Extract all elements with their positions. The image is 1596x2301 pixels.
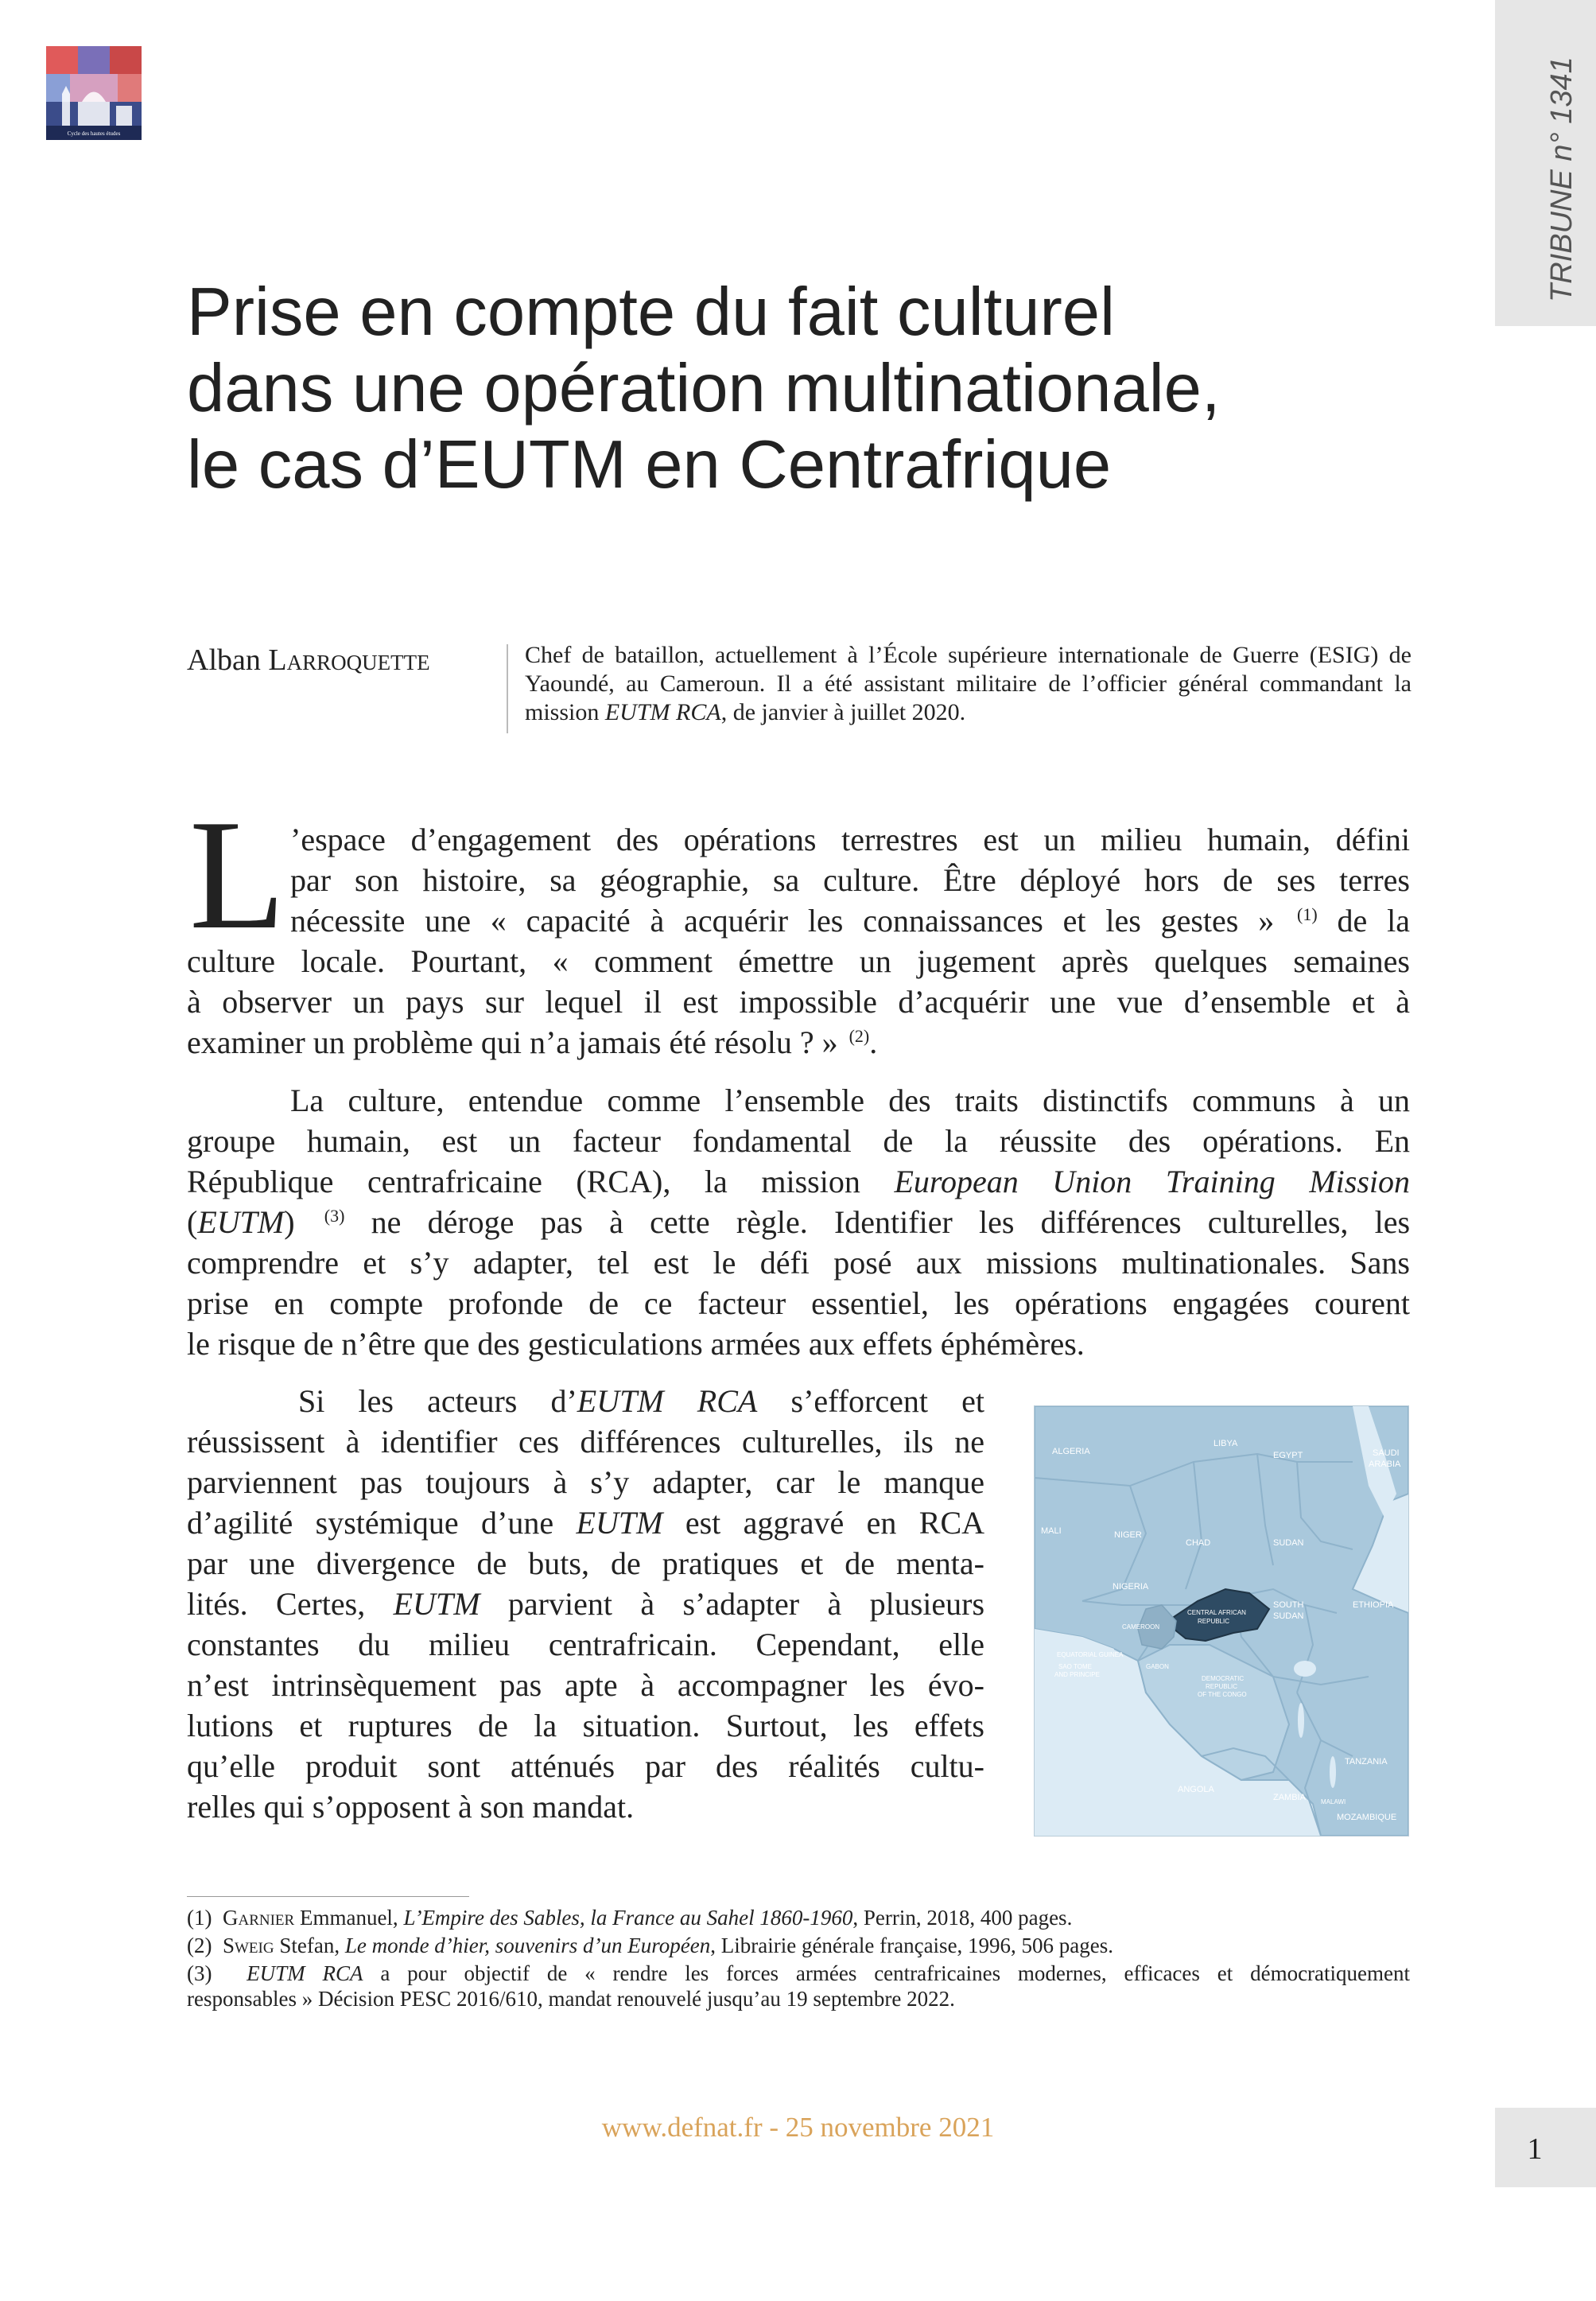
map-label: CHAD [1186, 1538, 1211, 1548]
map-label: OF THE CONGO [1198, 1691, 1247, 1698]
text-line: (EUTM) $^{(3)}$ ne déroge pas à cette règle. Identifier les différences culturelles, les [187, 1204, 1411, 1240]
map-label: DEMOCRATIC [1202, 1675, 1245, 1682]
page-title [187, 274, 1427, 503]
text-line: ’espace d’engagement des opérations terrestres est un milieu humain, défini [290, 822, 1410, 857]
map-label: NIGER [1114, 1530, 1142, 1540]
paragraph-3 [187, 1381, 984, 1827]
text-line: groupe humain, est un facteur fondamental de la réussite des opérations. En [187, 1123, 1410, 1159]
paragraph-1 [187, 819, 1410, 1063]
page-number: 1 [1527, 2132, 1543, 2166]
map-label: NIGERIA [1113, 1582, 1149, 1592]
map-label: REPUBLIC [1198, 1618, 1230, 1625]
map-label: SUDAN [1273, 1538, 1304, 1548]
text-line: prise en compte profonde de ce facteur essentiel, les opérations engagées courent [187, 1285, 1410, 1321]
map-label: CENTRAL AFRICAN [1187, 1609, 1246, 1616]
text-line: République centrafricaine (RCA), la mission European Union Training Mission [187, 1164, 1410, 1199]
text-line: examiner un problème qui n’a jamais été résolu ? » $^{(2)}$. [187, 1024, 878, 1060]
map-label: MALI [1041, 1526, 1062, 1536]
author-bio [525, 641, 1412, 727]
author-separator [507, 644, 508, 733]
text-line: qu’elle produit sont atténués par des réalités cultu- [187, 1748, 984, 1784]
text-line: réussissent à identifier ces différences culturelles, ils ne [187, 1424, 984, 1460]
logo-caption: Cycle des hautes études [67, 130, 121, 137]
map-label: ARABIA [1369, 1460, 1401, 1469]
map-label: GABON [1146, 1663, 1169, 1670]
map-label: SAO TOME [1058, 1663, 1092, 1670]
map-label: SUDAN [1273, 1611, 1304, 1621]
footnote: (1) Garnier Emmanuel, L’Empire des Sables, la France au Sahel 1860-1960, Perrin, 2018, 400 pages. [187, 1906, 1073, 1930]
title-line: dans une opération multinationale, [187, 351, 1221, 426]
tribune-label: TRIBUNE n° 1341 [1545, 56, 1579, 302]
footnote: (2) Sweig Stefan, Le monde d’hier, souvenirs d’un Européen, Librairie générale française, 1996, 506 pages. [187, 1934, 1114, 1957]
logo [46, 46, 142, 140]
footnote-ref[interactable]: (3) [324, 1205, 345, 1226]
author-bio-line: Yaoundé, au Cameroun. Il a été assistant militaire de l’officier général commandant la [525, 670, 1412, 697]
footnote-ref[interactable]: (1) [1297, 904, 1318, 924]
footnotes [187, 1903, 1410, 2011]
text-line: comprendre et s’y adapter, tel est le défi posé aux missions multinationales. Sans [187, 1245, 1410, 1281]
dropcap: L [189, 787, 285, 962]
map-label: CAMEROON [1122, 1623, 1160, 1631]
map-label: ETHIOPIA [1353, 1600, 1394, 1610]
author-name: Alban Larroquette [187, 643, 430, 677]
map-label: MOZAMBIQUE [1337, 1813, 1397, 1822]
paragraph-2 [187, 1080, 1410, 1364]
map-label: LIBYA [1214, 1439, 1238, 1448]
title-line: le cas d’EUTM en Centrafrique [187, 427, 1112, 503]
text-line: constantes du milieu centrafricain. Cependant, elle [187, 1627, 984, 1662]
text-line: n’est intrinsèquement pas apte à accompagner les évo- [187, 1667, 984, 1703]
footnote: (3) EUTM RCA a pour objectif de « rendre les forces armées centrafricaines modernes, efficaces et démocratiquement responsables » Décision PESC 2016/610, mandat renouvelé jusqu’au 19 septembre 2022. [187, 1961, 1410, 2011]
author-bio-line: Chef de bataillon, actuellement à l’École supérieure internationale de Guerre (ESIG) de [525, 642, 1412, 668]
footnote-ref[interactable]: (2) [848, 1025, 870, 1046]
map-label: REPUBLIC [1206, 1683, 1238, 1690]
map-label: ANGOLA [1178, 1785, 1214, 1794]
text-line: culture locale. Pourtant, « comment émettre un jugement après quelques semaines [187, 943, 1410, 979]
map-label: EQUATORIAL GUINEA [1057, 1651, 1124, 1658]
map-label: AND PRINCIPE [1054, 1671, 1100, 1678]
title-line: Prise en compte du fait culturel [187, 274, 1115, 350]
map-label: SOUTH [1273, 1600, 1304, 1610]
text-line: par son histoire, sa géographie, sa culture. Être déployé hors de ses terres [290, 862, 1410, 898]
map-label: EGYPT [1273, 1451, 1303, 1460]
map-label: ZAMBIA [1273, 1793, 1306, 1802]
text-line: lités. Certes, EUTM parvient à s’adapter à plusieurs [187, 1586, 985, 1622]
text-line: d’agilité systémique d’une EUTM est aggravé en RCA [187, 1505, 985, 1541]
text-line: parviennent pas toujours à s’y adapter, car le manque [187, 1464, 984, 1500]
footnote-rule [187, 1896, 469, 1897]
text-line: lutions et ruptures de la situation. Surtout, les effets [187, 1708, 984, 1743]
author-bio-line: mission EUTM RCA, de janvier à juillet 2020. [525, 699, 966, 725]
map-label: MALAWI [1321, 1798, 1346, 1805]
text-line: le risque de n’être que des gesticulations armées aux effets éphémères. [187, 1326, 1085, 1362]
footer-link[interactable]: www.defnat.fr - 25 novembre 2021 [601, 2112, 995, 2143]
text-line: La culture, entendue comme l’ensemble des traits distinctifs communs à un [290, 1082, 1410, 1118]
map-label: TANZANIA [1345, 1757, 1388, 1767]
text-line: nécessite une « capacité à acquérir les connaissances et les gestes » $^{(1)}$ de la [290, 903, 1411, 939]
text-line: relles qui s’opposent à son mandat. [187, 1789, 635, 1825]
africa-map [1034, 1405, 1409, 1837]
text-line: par une divergence de buts, de pratiques et de menta- [187, 1545, 984, 1581]
text-line: à observer un pays sur lequel il est impossible d’acquérir une vue d’ensemble et à [187, 984, 1410, 1020]
map-label: SAUDI [1373, 1448, 1400, 1458]
text-line: Si les acteurs d’EUTM RCA s’efforcent et [298, 1383, 985, 1419]
map-label: ALGERIA [1052, 1447, 1090, 1456]
